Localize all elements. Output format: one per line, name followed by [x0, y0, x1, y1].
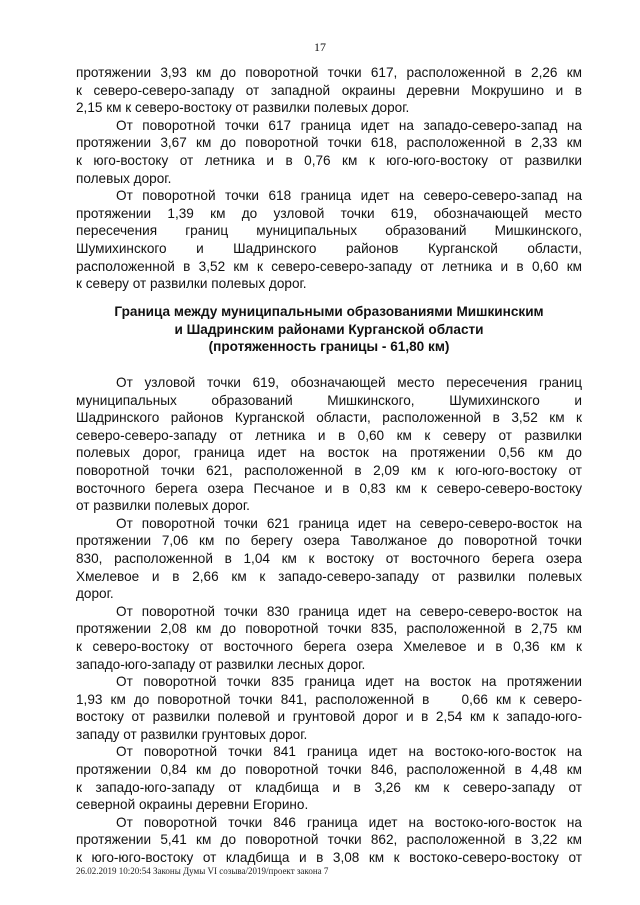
text-line: к западо-юго-западу от кладбища и в 3,26 км к северо-западу от [76, 779, 582, 795]
paragraph-s5 [76, 743, 582, 813]
text-line: северной окраины деревни Егорино. [76, 797, 309, 813]
paragraph-s4 [76, 673, 582, 743]
text-line: Шадринского районов Курганской области, расположенной в 3,52 км к [76, 410, 582, 426]
text-line: пересечения границ муниципальных образований Мишкинского, [76, 223, 582, 239]
text-line: От поворотной точки 846 граница идет на востоко-юго-восток на [116, 814, 582, 830]
text-line: муниципальных образований Мишкинского, Шумихинского и [76, 392, 582, 408]
paragraph-p1 [76, 64, 582, 117]
paragraph-s2 [76, 515, 582, 603]
page-number: 17 [314, 40, 326, 54]
text-line: расположенной в 3,52 км к северо-северо-западу от летника и в 0,60 км [76, 258, 582, 274]
text-line: Хмелевое и в 2,66 км к западо-северо-западу от развилки полевых [76, 568, 582, 584]
text-line: протяжении 7,06 км по берегу озера Таволжаное до поворотной точки [76, 533, 582, 549]
text-line: к северу от развилки полевых дорог. [76, 276, 307, 292]
text-line: восточного берега озера Песчаное и в 0,83 км к северо-северо-востоку [76, 480, 582, 496]
text-line: северо-северо-западу от летника и в 0,60 км к северу от развилки [76, 427, 582, 443]
section-text-block [76, 374, 582, 867]
text-line: Шумихинского и Шадринского районов Курганской области, [76, 240, 582, 256]
text-line: протяжении 3,67 км до поворотной точки 618, расположенной в 2,33 км [76, 135, 582, 151]
text-line: От поворотной точки 841 граница идет на востоко-юго-восток на [116, 744, 582, 760]
text-line: протяжении 1,39 км до узловой точки 619, обозначающей место [76, 205, 582, 221]
text-line: 830, расположенной в 1,04 км к востоку от восточного берега озера [76, 550, 582, 566]
heading-line-2: и Шадринским районами Курганской области [174, 321, 484, 337]
text-line: 2,15 км к северо-востоку от развилки полевых дорог. [76, 100, 410, 116]
text-line: протяжении 3,93 км до поворотной точки 617, расположенной в 2,26 км [76, 65, 582, 80]
text-line: протяжении 5,41 км до поворотной точки 862, расположенной в 3,22 км [76, 832, 582, 848]
text-line: к юго-юго-востоку от кладбища и в 3,08 км к востоко-северо-востоку от [76, 850, 582, 866]
text-line: От узловой точки 619, обозначающей место пересечения границ [116, 375, 582, 390]
text-line: поворотной точки 621, расположенной в 2,09 км к юго-юго-востоку от [76, 462, 582, 478]
document-footer: 26.02.2019 10:20:54 Законы Думы VI созыва/2019/проект закона 7 [76, 866, 329, 876]
text-line: полевых дорог. [76, 170, 172, 186]
text-line: дорог. [76, 586, 114, 602]
text-line: от развилки полевых дорог. [76, 498, 250, 514]
paragraph-s6 [76, 814, 582, 867]
heading-line-3: (протяженность границы - 61,80 км) [208, 339, 450, 355]
text-line: От поворотной точки 618 граница идет на северо-северо-запад на [116, 188, 582, 204]
text-line: к северо-северо-западу от западной окраины деревни Мокрушино и в [76, 82, 582, 98]
paragraph-s3 [76, 603, 582, 673]
paragraph-p2 [76, 117, 582, 187]
text-line: западо-юго-западу от развилки лесных дорог. [76, 656, 366, 672]
text-line: востоку от развилки полевой и грунтовой дорог и в 2,54 км к западо-юго- [76, 709, 582, 725]
text-line: От поворотной точки 621 граница идет на северо-северо-восток на [116, 515, 582, 531]
text-line: От поворотной точки 835 граница идет на восток на протяжении [116, 674, 582, 690]
text-line: протяжении 0,84 км до поворотной точки 846, расположенной в 4,48 км [76, 762, 582, 778]
top-text-block [76, 64, 582, 293]
section-heading [76, 303, 582, 356]
text-line: полевых дорог, граница идет на восток на протяжении 0,56 км до [76, 445, 582, 461]
text-line: протяжении 2,08 км до поворотной точки 835, расположенной в 2,75 км [76, 621, 582, 637]
text-line: 1,93 км до поворотной точки 841, расположенной в 0,66 км к северо- [76, 691, 582, 707]
text-line: к юго-востоку от летника и в 0,76 км к юго-юго-востоку от развилки [76, 152, 582, 168]
paragraph-p3 [76, 187, 582, 293]
paragraph-s1 [76, 374, 582, 515]
text-line: От поворотной точки 617 граница идет на западо-северо-запад на [116, 117, 582, 133]
text-line: к северо-востоку от восточного берега озера Хмелевое и в 0,36 км к [76, 638, 582, 654]
text-line: От поворотной точки 830 граница идет на северо-северо-восток на [116, 603, 582, 619]
heading-line-1: Граница между муниципальными образованиями Мишкинским [114, 304, 544, 319]
text-line: западу от развилки грунтовых дорог. [76, 726, 308, 742]
